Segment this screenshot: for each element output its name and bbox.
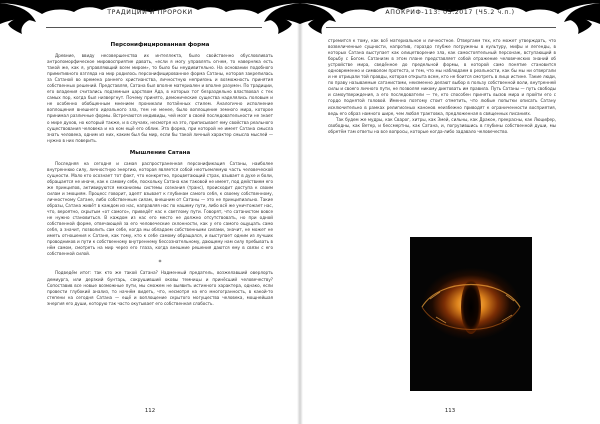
- paragraph: стремится к тому, как всё материальное и личностное. Отвергаем тех, кто может утверждать, что возвеличенные сущности, напротив, гораздо глубже погружены в культуру, мифы и легенды, в которых Сатана выступает как олицетворение зла, как самостоятельный персонаж, вступающий в борьбу с Богом. Сатанизм в этом плане представляет собой отражение человеческих знаний об устройстве мира, сведённое до предельной формы, в которой само понятие становится одновременно и символом протеста, и тем, что мы наблюдаем в реальности, как бы мы ни отвергали и не отрицали той правды, которая открыта всем, кто не боится смотреть в лицо истине. Такие люди, по праву называемые сатанистами, неизменно делают выбор в пользу собственной воли, внутренней силы и своего личного пути, не позволяя никому диктовать им правила. Путь Сатаны — путь свободы и самоутверждения, а его последователи — те, кто способен принять вызов мира и пройти его с гордо поднятой головой. Именно поэтому стоит отметить, что любые попытки описать Сатану исключительно в рамках религиозных канонов неизбежно приводят к ограниченности восприятия, ведь его образ намного шире, чем любая трактовка, предложенная в священных писаниях.: [328, 38, 556, 116]
- right-text-column: [328, 38, 556, 135]
- section-title-thinking-satan: Мышление Сатана: [129, 149, 191, 156]
- flame-ornament-top-right: [300, 0, 600, 34]
- left-running-head: ТРАДИЦИИ И ПРОРОКИ: [107, 9, 193, 16]
- right-page-number: 113: [444, 408, 456, 414]
- left-text-column: [47, 38, 273, 307]
- flame-ornament-top-left: [0, 0, 300, 34]
- right-page: [300, 0, 600, 424]
- paragraph: Последняя на сегодня и самая распространенная персонификация Сатаны, наиболее внутреннюю силу, личностную энергию, которая является собой неотъемлемую часть человеческой сущности. Мало кто осознает тот факт, что конкретно, процветающий страх, взывает в духе и боли, обращается не иначе, как к самому себе, поскольку Сатана как таковой не имеет, под действием его же принципов, активируются механизмы системы сознания (транс), происходит доступа к своим силам и эмоциям. Процесс говорит, адепт взывает к глубинам самого себя, к своему собственному, личностному Сатане, либо собственным силам, внешним от Сатаны — это не принципиально. Такие образы, Сатана живёт в каждом из нас, направляя нас по нашему пути, либо всё же уничтожает нас, что, вероятно, скрытым «от самого», приведёт нас к светлому пути. Говорят, что сатанистом вовсе не нужно становиться. В каждом из нас его место не должно отсутствовать, но при одной собственной форме, отвечающей за его человеческие склонности, как у его самого ощущать само себя, а значит, позволить сам себе, когда мы обладаем собственными силами, значит, не может не иметь отношения к Сатане, как тому, кто к себе самому обращался, и выступает одним из лучших проводников и пути к собственному внутреннему бессознательному, дающему нам силу пребывать в нём самом, смотреть на мир через его глаза, когда внешние решения даются ему в связи с его собственной силой.: [47, 160, 273, 257]
- left-page-number: 112: [144, 408, 156, 414]
- fire-eye-photo: [410, 237, 532, 391]
- book-gutter: [297, 0, 303, 424]
- paragraph: Подведём итог: так кто же такой Сатана? Надменный предатель, возжелавший оверлорть демиурга, или дерзкий бунтарь, сокрушивший оковы темницы и принёсший человечеству? Сопоставив все новые возможные пути, мы сможем не выявить истинного характера, однако, если провести глубокий анализ, то начнём видеть, что, несмотря на его многогранность, в какой-то степени на сегодня Сатана — ещё и воплощение скрытого могущества человека, мощнейшая энергия его души, которую так часто окутывает его собственная слабость.: [47, 270, 273, 306]
- paragraph: Так будем же мудры, как Сварог, хитры, как Змей, сильны, как Дракон, прекрасны, как Люцифер, свободны, как Ветер, и бессмертны, как Сатана, и, погрузившись в глубины собственной души, мы обретём там ответы на все вопросы, которые когда-либо задавало человечество.: [328, 116, 556, 134]
- left-header-rule: [46, 27, 262, 28]
- right-running-head: АПОКРИФ-113: 03.2017 (Ч5.2 ч.п.): [385, 9, 515, 16]
- right-header-rule: [326, 27, 556, 28]
- fire-eye-illustration: [410, 237, 532, 391]
- paragraph: Древние, ввиду несовершенства их интеллекта, было свойственно обусловливать антропоморфическое мировосприятие давать, «если я могу управлять огнем, то наверняка есть такой же, как я, управляющий всем миром», то было бы неудивительно. На основании подобного примитивного взгляда на мир родилось персонифицированное форма Сатаны, которая закрепилась за Сатаной во времена раннего христианства, личностную неприязнь и возможность принятия собственных решений. Представляя, Сатана был вполне материален и вполне разумен. По традиции, его владения считались подземным царством Ада, в которых тот безраздельно властвовал с тех самых пор, когда был низвергнут. Почему принято, демонические существа наделялись половым и не особенно обобщенным мнением проникали потаённых стилем. Аналогично исполнение воплощения внешнего идеального зла, тем не менее, было воплощение земного мира, которое принимал различные формы. Встречаются индивиды, чей мозг в своей последовательности не знает о мире духов, но который также, и в случаях, несмотря на это, приписывает ему свойства реального существования человека и на ком ещё его облик. Эта форма, при которой не имеет Сатана смысла знать человека, одним из них, каким был бы мир, если бы такой личный характер смысла мыслей — нужно в них поверить.: [47, 53, 273, 143]
- section-divider-asterisk: *: [158, 259, 162, 267]
- section-title-personified-form: Персонифицированная форма: [110, 42, 210, 48]
